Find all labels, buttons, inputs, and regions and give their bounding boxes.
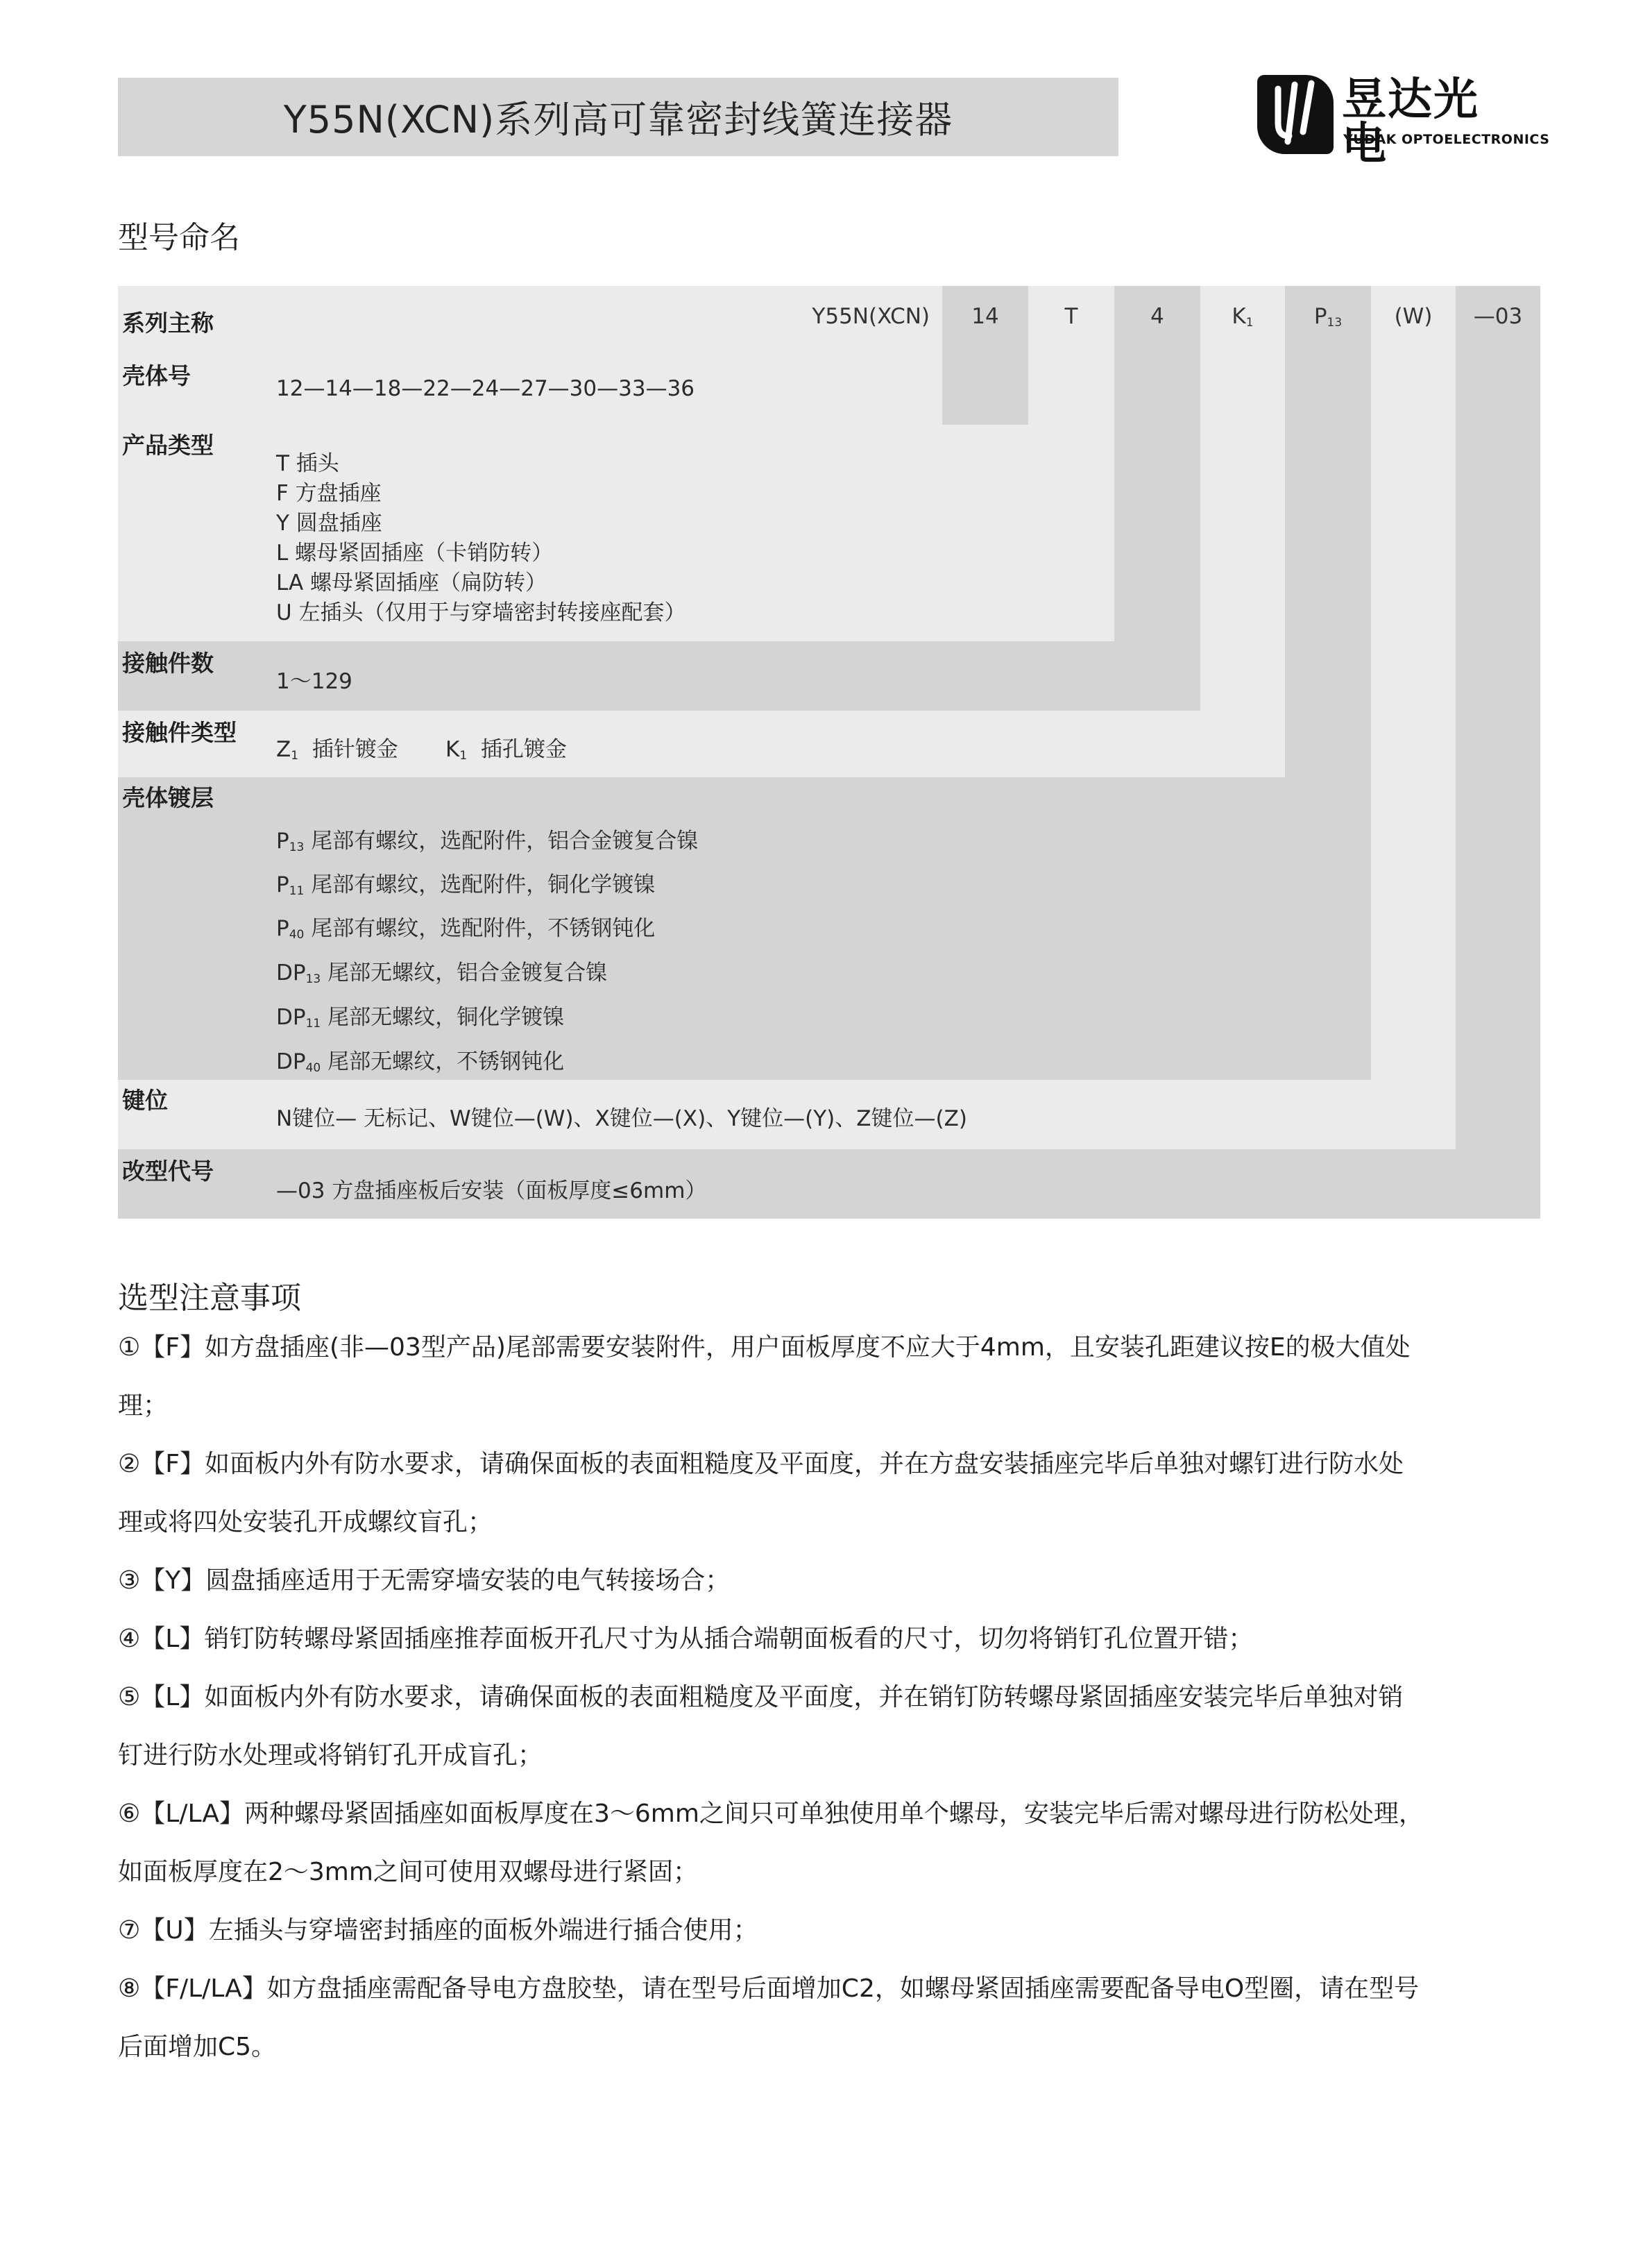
key-label: 键位	[122, 1087, 168, 1114]
notes-list	[118, 1319, 1540, 2076]
code-contacts: 4	[1150, 304, 1164, 329]
notes-section-title: 选型注意事项	[118, 1280, 301, 1316]
series-label: 系列主称	[122, 310, 214, 337]
shell-label: 壳体号	[122, 362, 191, 389]
company-logo	[1257, 74, 1550, 170]
logo-english-name: YUDAK OPTOELECTRONICS	[1343, 132, 1550, 147]
note-line: ⑥【L/LA】两种螺母紧固插座如面板厚度在3～6mm之间只可单独使用单个螺母，安装完毕后需对螺母进行防松处理，	[118, 1800, 1424, 1828]
type-item: L 螺母紧固插座（卡销防转）	[276, 541, 554, 566]
note-line: ⑦【U】左插头与穿墙密封插座的面板外端进行插合使用；	[118, 1916, 758, 1945]
note-line: 理或将四处安装孔开成螺纹盲孔；	[118, 1508, 493, 1537]
mod-value: —03 方盘插座板后安装（面板厚度≤6mm）	[276, 1178, 707, 1203]
type-item: LA 螺母紧固插座（扁防转）	[276, 570, 547, 595]
code-plating: $P_{13}$	[1313, 304, 1343, 330]
contact-type-pin: $Z_1$ 插针镀金	[276, 737, 398, 763]
plating-item: $P_{11}$ 尾部有螺纹，选配附件，铜化学镀镍	[276, 872, 656, 898]
note-line: ⑤【L】如面板内外有防水要求，请确保面板的表面粗糙度及平面度，并在销钉防转螺母紧固插座安装完毕后单独对销	[118, 1683, 1404, 1711]
plating-item: $DP_{11}$ 尾部无螺纹，铜化学镀镍	[276, 1005, 565, 1031]
plating-item: $P_{13}$ 尾部有螺纹，选配附件，铝合金镀复合镍	[276, 829, 699, 854]
note-line: ④【L】销钉防转螺母紧固插座推荐面板开孔尺寸为从插合端朝面板看的尺寸，切勿将销钉孔位置开错；	[118, 1625, 1254, 1653]
code-contact-type: $K_1$	[1232, 304, 1254, 330]
note-line: ②【F】如面板内外有防水要求，请确保面板的表面粗糙度及平面度，并在方盘安装插座完毕后单独对螺钉进行防水处	[118, 1450, 1404, 1478]
code-mod: —03	[1473, 304, 1523, 329]
note-line: 理；	[118, 1391, 169, 1420]
mod-label: 改型代号	[122, 1158, 214, 1185]
note-line: ①【F】如方盘插座(非—03型产品)尾部需要安装附件，用户面板厚度不应大于4mm，且安装孔距建议按E的极大值处	[118, 1333, 1411, 1362]
type-item: F 方盘插座	[276, 481, 382, 506]
contact-type-socket: $K_1$ 插孔镀金	[445, 737, 567, 763]
plating-item: $DP_{40}$ 尾部无螺纹，不锈钢钝化	[276, 1049, 565, 1075]
note-line: 如面板厚度在2～3mm之间可使用双螺母进行紧固；	[118, 1858, 698, 1886]
note-line: 钉进行防水处理或将销钉孔开成盲孔；	[118, 1741, 543, 1770]
note-line: ⑧【F/L/LA】如方盘插座需配备导电方盘胶垫，请在型号后面增加C2，如螺母紧固插座需要配备导电O型圈，请在型号	[118, 1974, 1420, 2003]
type-item: Y 圆盘插座	[276, 511, 382, 536]
plating-item: $DP_{13}$ 尾部无螺纹，铝合金镀复合镍	[276, 960, 608, 986]
type-item: U 左插头（仅用于与穿墙密封转接座配套）	[276, 600, 686, 625]
plating-label: 壳体镀层	[122, 784, 214, 811]
type-item: T 插头	[276, 451, 339, 476]
naming-section-title: 型号命名	[118, 220, 240, 255]
note-line: ③【Y】圆盘插座适用于无需穿墙安装的电气转接场合；	[118, 1566, 731, 1595]
plating-item: $P_{40}$ 尾部有螺纹，选配附件，不锈钢钝化	[276, 916, 656, 942]
series-value: Y55N(XCN)	[812, 304, 930, 329]
document-title: Y55N(XCN)系列高可靠密封线簧连接器	[118, 78, 1118, 156]
contacts-value: 1～129	[276, 669, 352, 694]
note-line: 后面增加C5。	[118, 2033, 277, 2061]
key-value: N键位— 无标记、W键位—(W)、X键位—(X)、Y键位—(Y)、Z键位—(Z)	[276, 1106, 967, 1131]
code-key: (W)	[1394, 304, 1433, 329]
shell-values: 12—14—18—22—24—27—30—33—36	[276, 376, 695, 401]
logo-chinese-name: 昱达光电	[1342, 74, 1479, 170]
logo-mark-icon	[1257, 75, 1334, 154]
code-shell: 14	[971, 304, 999, 329]
contact-type-label: 接触件类型	[122, 719, 237, 746]
contacts-label: 接触件数	[122, 650, 214, 677]
code-type: T	[1064, 304, 1078, 329]
type-label: 产品类型	[122, 432, 214, 459]
